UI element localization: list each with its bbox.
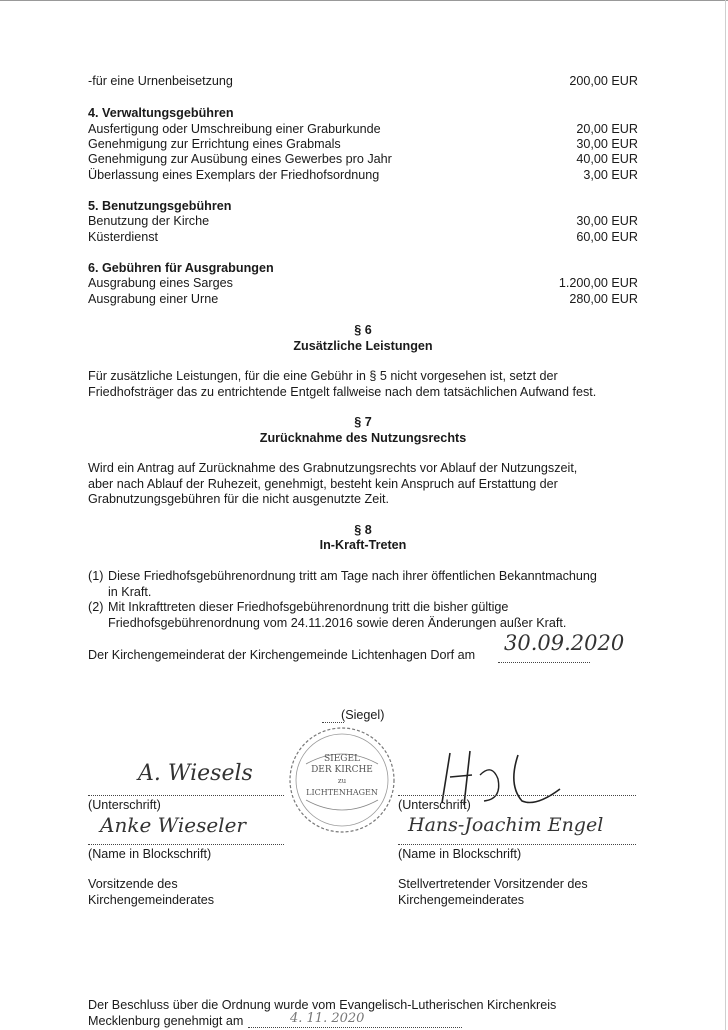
fee-label: Ausgrabung einer Urne: [88, 292, 219, 306]
handwritten-name-right: Hans-Joachim Engel: [408, 814, 604, 836]
paragraph-number-6: § 6: [354, 323, 372, 337]
church-seal-stamp: [286, 724, 398, 836]
fee-label: Ausgrabung eines Sarges: [88, 276, 233, 290]
name-line-left: [88, 844, 284, 845]
paragraph-title-6: Zusätzliche Leistungen: [293, 339, 433, 353]
paragraph-title-7: Zurücknahme des Nutzungsrechts: [259, 431, 467, 445]
fee-amount: 20,00 EUR: [576, 122, 638, 136]
date-dotted-line: [498, 662, 590, 663]
fee-row: [88, 168, 638, 184]
handwritten-date: 30.09.2020: [504, 631, 625, 655]
role-line: Kirchengemeinderates: [88, 892, 215, 907]
signature-caption-right: (Unterschrift): [398, 798, 471, 812]
name-caption-left: (Name in Blockschrift): [88, 847, 212, 861]
role-line: Kirchengemeinderates: [398, 892, 525, 907]
seal-line: LICHTENHAGEN: [306, 788, 378, 797]
fee-label: Ausfertigung oder Umschreibung einer Graburkunde: [88, 122, 381, 136]
section-heading-verwaltung: [88, 106, 638, 122]
body-line: Grabnutzungsgebühren für die nicht ausgenutzte Zeit.: [88, 492, 390, 506]
body-line: Mit Inkrafttreten dieser Friedhofsgebührenordnung tritt die bisher gültige: [108, 600, 509, 614]
role-line: Vorsitzende des: [88, 877, 178, 891]
role-left: [88, 877, 214, 908]
body-line: in Kraft.: [108, 584, 152, 599]
body-line: Wird ein Antrag auf Zurücknahme des Grabnutzungsrechts vor Ablauf der Nutzungszeit,: [88, 461, 578, 475]
fee-row: [88, 214, 638, 230]
fee-amount: 280,00 EUR: [569, 292, 638, 306]
body-line: Diese Friedhofsgebührenordnung tritt am Tage nach ihrer öffentlichen Bekanntmachung: [108, 569, 597, 583]
fee-label: -für eine Urnenbeisetzung: [88, 74, 233, 88]
list-number: (2): [88, 600, 104, 614]
name-line-right: [398, 844, 636, 845]
fee-label: Küsterdienst: [88, 230, 159, 244]
fee-amount: 30,00 EUR: [576, 214, 638, 228]
role-right: [398, 877, 588, 908]
fee-row-urnenbeisetzung: [88, 74, 638, 90]
fee-label: Benutzung der Kirche: [88, 214, 210, 228]
fee-row: [88, 292, 638, 308]
fee-amount: 60,00 EUR: [576, 230, 638, 244]
body-line: Für zusätzliche Leistungen, für die eine Gebühr in § 5 nicht vorgesehen ist, setzt der: [88, 369, 558, 383]
section-heading-ausgrabungen: [88, 261, 638, 277]
scan-edge-right: [725, 0, 726, 1030]
fee-label: Genehmigung zur Errichtung eines Grabmals: [88, 137, 341, 151]
list-number: (1): [88, 569, 104, 583]
seal-line: SIEGEL: [323, 754, 361, 764]
seal-line: zu: [337, 777, 347, 785]
body-line: Friedhofsgebührenordnung vom 24.11.2016 sowie deren Änderungen außer Kraft.: [108, 615, 567, 630]
handwritten-approval-date: 4. 11. 2020: [290, 1011, 365, 1026]
section-heading-text: 6. Gebühren für Ausgrabungen: [88, 261, 274, 275]
council-text: Der Kirchengemeinderat der Kirchengemeinde Lichtenhagen Dorf am: [88, 648, 476, 662]
signature-line-left: [88, 795, 284, 796]
paragraph-number-7: § 7: [354, 415, 372, 429]
paragraph-number-8: § 8: [354, 523, 372, 537]
fee-amount: 30,00 EUR: [576, 137, 638, 151]
paragraph-body-6: [88, 369, 648, 400]
list-item-text: [108, 600, 566, 631]
fee-row: [88, 122, 638, 138]
fee-amount: 200,00 EUR: [569, 74, 638, 88]
seal-text: [286, 754, 398, 798]
seal-line: DER KIRCHE: [311, 765, 373, 775]
approval-line: Mecklenburg genehmigt am: [88, 1013, 244, 1028]
body-line: aber nach Ablauf der Ruhezeit, genehmigt, besteht kein Anspruch auf Erstattung der: [88, 476, 558, 491]
paragraph-title-8: In-Kraft-Treten: [319, 538, 407, 552]
approval-line: Der Beschluss über die Ordnung wurde vom Evangelisch-Lutherischen Kirchenkreis: [88, 998, 557, 1012]
handwritten-signature-left: A. Wiesels: [138, 761, 253, 786]
fee-row: [88, 152, 638, 168]
section-heading-benutzung: [88, 199, 638, 215]
name-caption-right: (Name in Blockschrift): [398, 847, 522, 861]
handwritten-name-left: Anke Wieseler: [100, 813, 246, 837]
role-line: Stellvertretender Vorsitzender des: [398, 877, 588, 891]
fee-label: Überlassung eines Exemplars der Friedhofsordnung: [88, 168, 380, 182]
signature-line-right: [398, 795, 636, 796]
fee-amount: 40,00 EUR: [576, 152, 638, 166]
section-heading-text: 5. Benutzungsgebühren: [88, 199, 232, 213]
scan-edge-top: [0, 0, 728, 4]
fee-row: [88, 230, 638, 246]
fee-label: Genehmigung zur Ausübung eines Gewerbes pro Jahr: [88, 152, 392, 166]
section-heading-text: 4. Verwaltungsgebühren: [88, 106, 234, 120]
signature-caption-left: (Unterschrift): [88, 798, 161, 812]
seal-label: (Siegel): [341, 708, 385, 722]
approval-date-line: [248, 1027, 462, 1028]
fee-row: [88, 137, 638, 153]
fee-amount: 1.200,00 EUR: [558, 276, 638, 290]
fee-amount: 3,00 EUR: [583, 168, 638, 182]
paragraph-body-7: [88, 461, 648, 508]
body-line: Friedhofsträger das zu entrichtende Entgelt fallweise nach dem tatsächlichen Aufwand fest.: [88, 384, 597, 399]
seal-dotted-line: [322, 722, 344, 723]
fee-row: [88, 276, 638, 292]
list-item-text: [108, 569, 597, 600]
